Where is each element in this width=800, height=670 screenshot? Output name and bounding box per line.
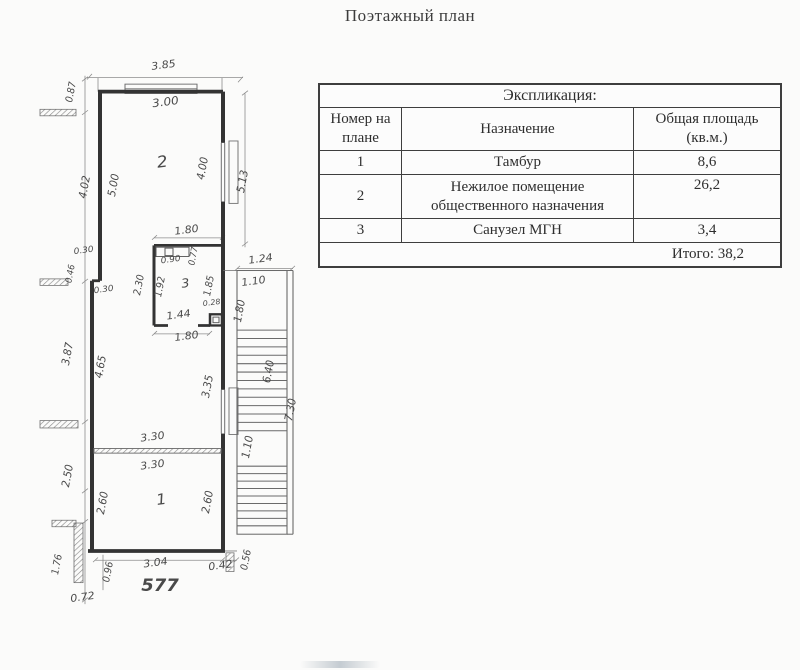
room-1-number: 1 [154,490,168,509]
dim-label: 0.72 [69,589,96,605]
stair-steps-lower [237,466,287,526]
dim-label: 1.76 [49,553,65,576]
building-number: 577 [141,576,179,596]
room-3-number: 3 [180,275,191,291]
row-purpose: Тамбур [402,151,634,174]
dim-label: 3.30 [139,428,166,445]
dim-label: 0.42 [207,557,234,574]
table-row [320,175,780,219]
row-number: 1 [320,151,402,174]
floor-plan [30,45,320,660]
dim-label: 1.10 [238,434,257,460]
dim-label: 7.30 [281,397,300,423]
dim-label: 2.50 [58,463,77,489]
dim-label: 2.60 [93,490,112,516]
table-row [320,219,780,243]
dim-label: 4.00 [193,156,212,181]
dim-label: 0.56 [238,548,254,572]
dim-label: 3.04 [142,554,169,571]
dim-label: 1.10 [240,273,267,289]
dim-label: 2.60 [198,489,217,515]
dim-label: 1.44 [165,306,192,323]
dim-label: 5.00 [104,172,123,198]
dim-label: 0.30 [73,244,95,257]
dim-label: 4.65 [91,354,110,380]
plan-labels [50,57,299,605]
row-area: 8,6 [697,154,717,171]
dim-label: 2.30 [131,273,147,297]
col-header-number: Номер на плане [320,108,402,150]
dim-label: 1.85 [201,274,217,298]
dim-label: 1.80 [173,222,200,238]
row-purpose: Нежилое помещение общественного назначения [402,175,634,218]
dim-label: 0.87 [63,80,79,104]
dim-label: 3.85 [150,57,177,73]
dim-label: 3.87 [58,341,77,367]
dim-label: 0.46 [64,263,78,284]
table-title: Экспликация: [503,87,597,104]
page-title: Поэтажный план [344,6,476,25]
dim-label: 3.00 [151,93,180,111]
dim-label: 4.02 [75,174,94,200]
dim-label: 1.92 [152,275,168,298]
dim-label: 3.30 [139,456,166,473]
scan-smudge [300,661,380,668]
dim-label: 0.77 [187,246,201,267]
dim-label: 1.80 [230,298,249,324]
table-row [320,151,780,175]
dim-label: 0.28 [202,297,222,309]
partition-wall [94,448,221,453]
dim-label: 3.35 [198,374,217,399]
col-header-area: Общая площадь (кв.м.) [655,111,759,146]
dim-label: 1.24 [247,250,274,267]
table-total: Итого: 38,2 [671,246,744,262]
row-number: 3 [320,219,402,242]
dim-label: 5.13 [233,169,252,194]
dim-label: 0.90 [160,254,182,267]
dim-label: 0.96 [100,560,116,584]
explication-table [318,83,782,268]
room-2-number: 2 [155,152,169,172]
row-number: 2 [320,175,402,218]
dim-label: 6.40 [259,359,278,384]
col-header-purpose: Назначение [402,108,634,150]
row-area: 26,2 [693,177,721,193]
dim-label: 0.30 [93,283,115,297]
row-area: 3,4 [697,222,717,239]
dim-label: 1.80 [173,328,200,344]
row-purpose: Санузел МГН [402,219,634,242]
